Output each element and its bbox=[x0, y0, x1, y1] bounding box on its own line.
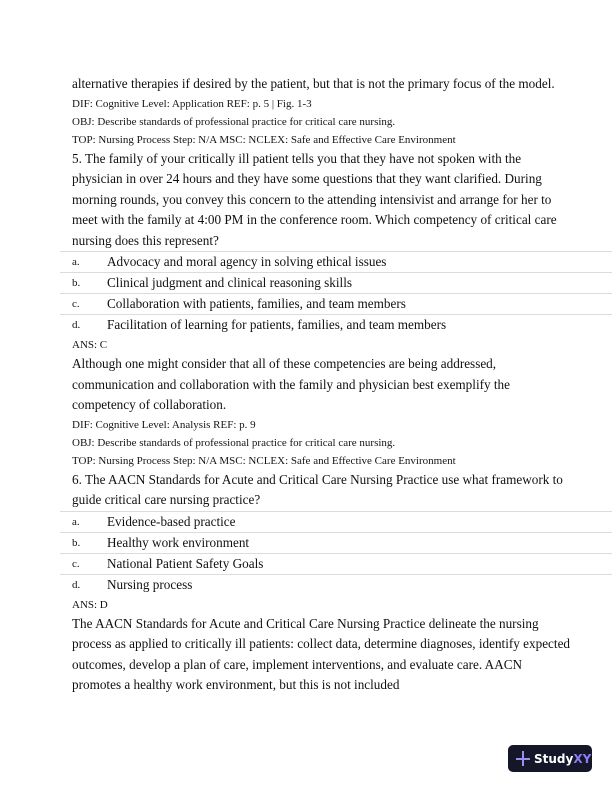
question-5-obj: OBJ: Describe standards of professional practice for critical care nursing. bbox=[72, 436, 396, 449]
option-letter: d. bbox=[72, 578, 81, 591]
option-c bbox=[60, 293, 612, 314]
option-text: Healthy work environment bbox=[107, 534, 250, 550]
option-letter: c. bbox=[72, 557, 80, 570]
q4-top: TOP: Nursing Process Step: N/A MSC: NCLEX: Safe and Effective Care Environment bbox=[72, 133, 456, 146]
document-page bbox=[72, 74, 572, 696]
option-letter: a. bbox=[72, 256, 80, 268]
option-letter: a. bbox=[72, 515, 80, 528]
option-d bbox=[60, 314, 612, 335]
continuation-text: alternative therapies if desired by the patient, but that is not the primary focus of the model. bbox=[72, 76, 555, 91]
option-letter: b. bbox=[72, 277, 81, 289]
option-text: Collaboration with patients, families, and team members bbox=[107, 296, 406, 311]
option-b bbox=[60, 272, 612, 293]
q4-obj: OBJ: Describe standards of professional practice for critical care nursing. bbox=[72, 115, 396, 128]
question-6-options bbox=[60, 511, 612, 595]
option-c bbox=[60, 553, 612, 574]
question-6-stem: 6. The AACN Standards for Acute and Critical Care Nursing Practice use what framework to guide critical care nursing practice? bbox=[72, 471, 563, 507]
plus-icon bbox=[512, 745, 534, 772]
question-5-stem: 5. The family of your critically ill patient tells you that they have not spoken with the physician in over 24 hours and they have some questions that they want clarified. During morning rounds, you convey this concern to the attending intensivist and arrange for her to meet with the family at 4:00 PM in the conference room. Which competency of critical care nursing does this represent? bbox=[72, 150, 557, 248]
question-6-rationale: The AACN Standards for Acute and Critical Care Nursing Practice delineate the nursing process as applied to critically ill patients: collect data, determine diagnoses, identify expected outcomes, develop a plan of care, implement interventions, and evaluate care. AACN promotes a healthy work environment, but this is not included bbox=[72, 615, 571, 692]
brand-study: Study bbox=[534, 751, 574, 766]
question-5-top: TOP: Nursing Process Step: N/A MSC: NCLEX: Safe and Effective Care Environment bbox=[72, 454, 456, 467]
option-text: Advocacy and moral agency in solving ethical issues bbox=[107, 254, 387, 269]
option-letter: b. bbox=[72, 536, 81, 549]
option-text: National Patient Safety Goals bbox=[107, 555, 264, 571]
option-letter: c. bbox=[72, 298, 80, 310]
option-d bbox=[60, 574, 612, 595]
brand-xy: XY bbox=[573, 751, 592, 766]
question-5-options bbox=[60, 251, 612, 335]
option-text: Evidence-based practice bbox=[107, 513, 236, 529]
option-a bbox=[60, 251, 612, 272]
option-text: Clinical judgment and clinical reasoning skills bbox=[107, 275, 353, 290]
option-b bbox=[60, 532, 612, 553]
question-5-rationale: Although one might consider that all of these competencies are being addressed, communication and collaboration with the family and physician best exemplify the competency of collaboration. bbox=[72, 356, 511, 412]
studyxy-badge[interactable] bbox=[508, 745, 592, 772]
option-letter: d. bbox=[72, 319, 81, 331]
question-5-dif: DIF: Cognitive Level: Analysis REF: p. 9 bbox=[72, 418, 256, 431]
question-6-answer: ANS: D bbox=[72, 598, 108, 611]
option-a bbox=[60, 511, 612, 532]
q4-dif: DIF: Cognitive Level: Application REF: p. 5 | Fig. 1-3 bbox=[72, 97, 312, 110]
option-text: Nursing process bbox=[107, 576, 193, 592]
option-text: Facilitation of learning for patients, families, and team members bbox=[107, 317, 447, 332]
question-5-answer: ANS: C bbox=[72, 339, 108, 351]
